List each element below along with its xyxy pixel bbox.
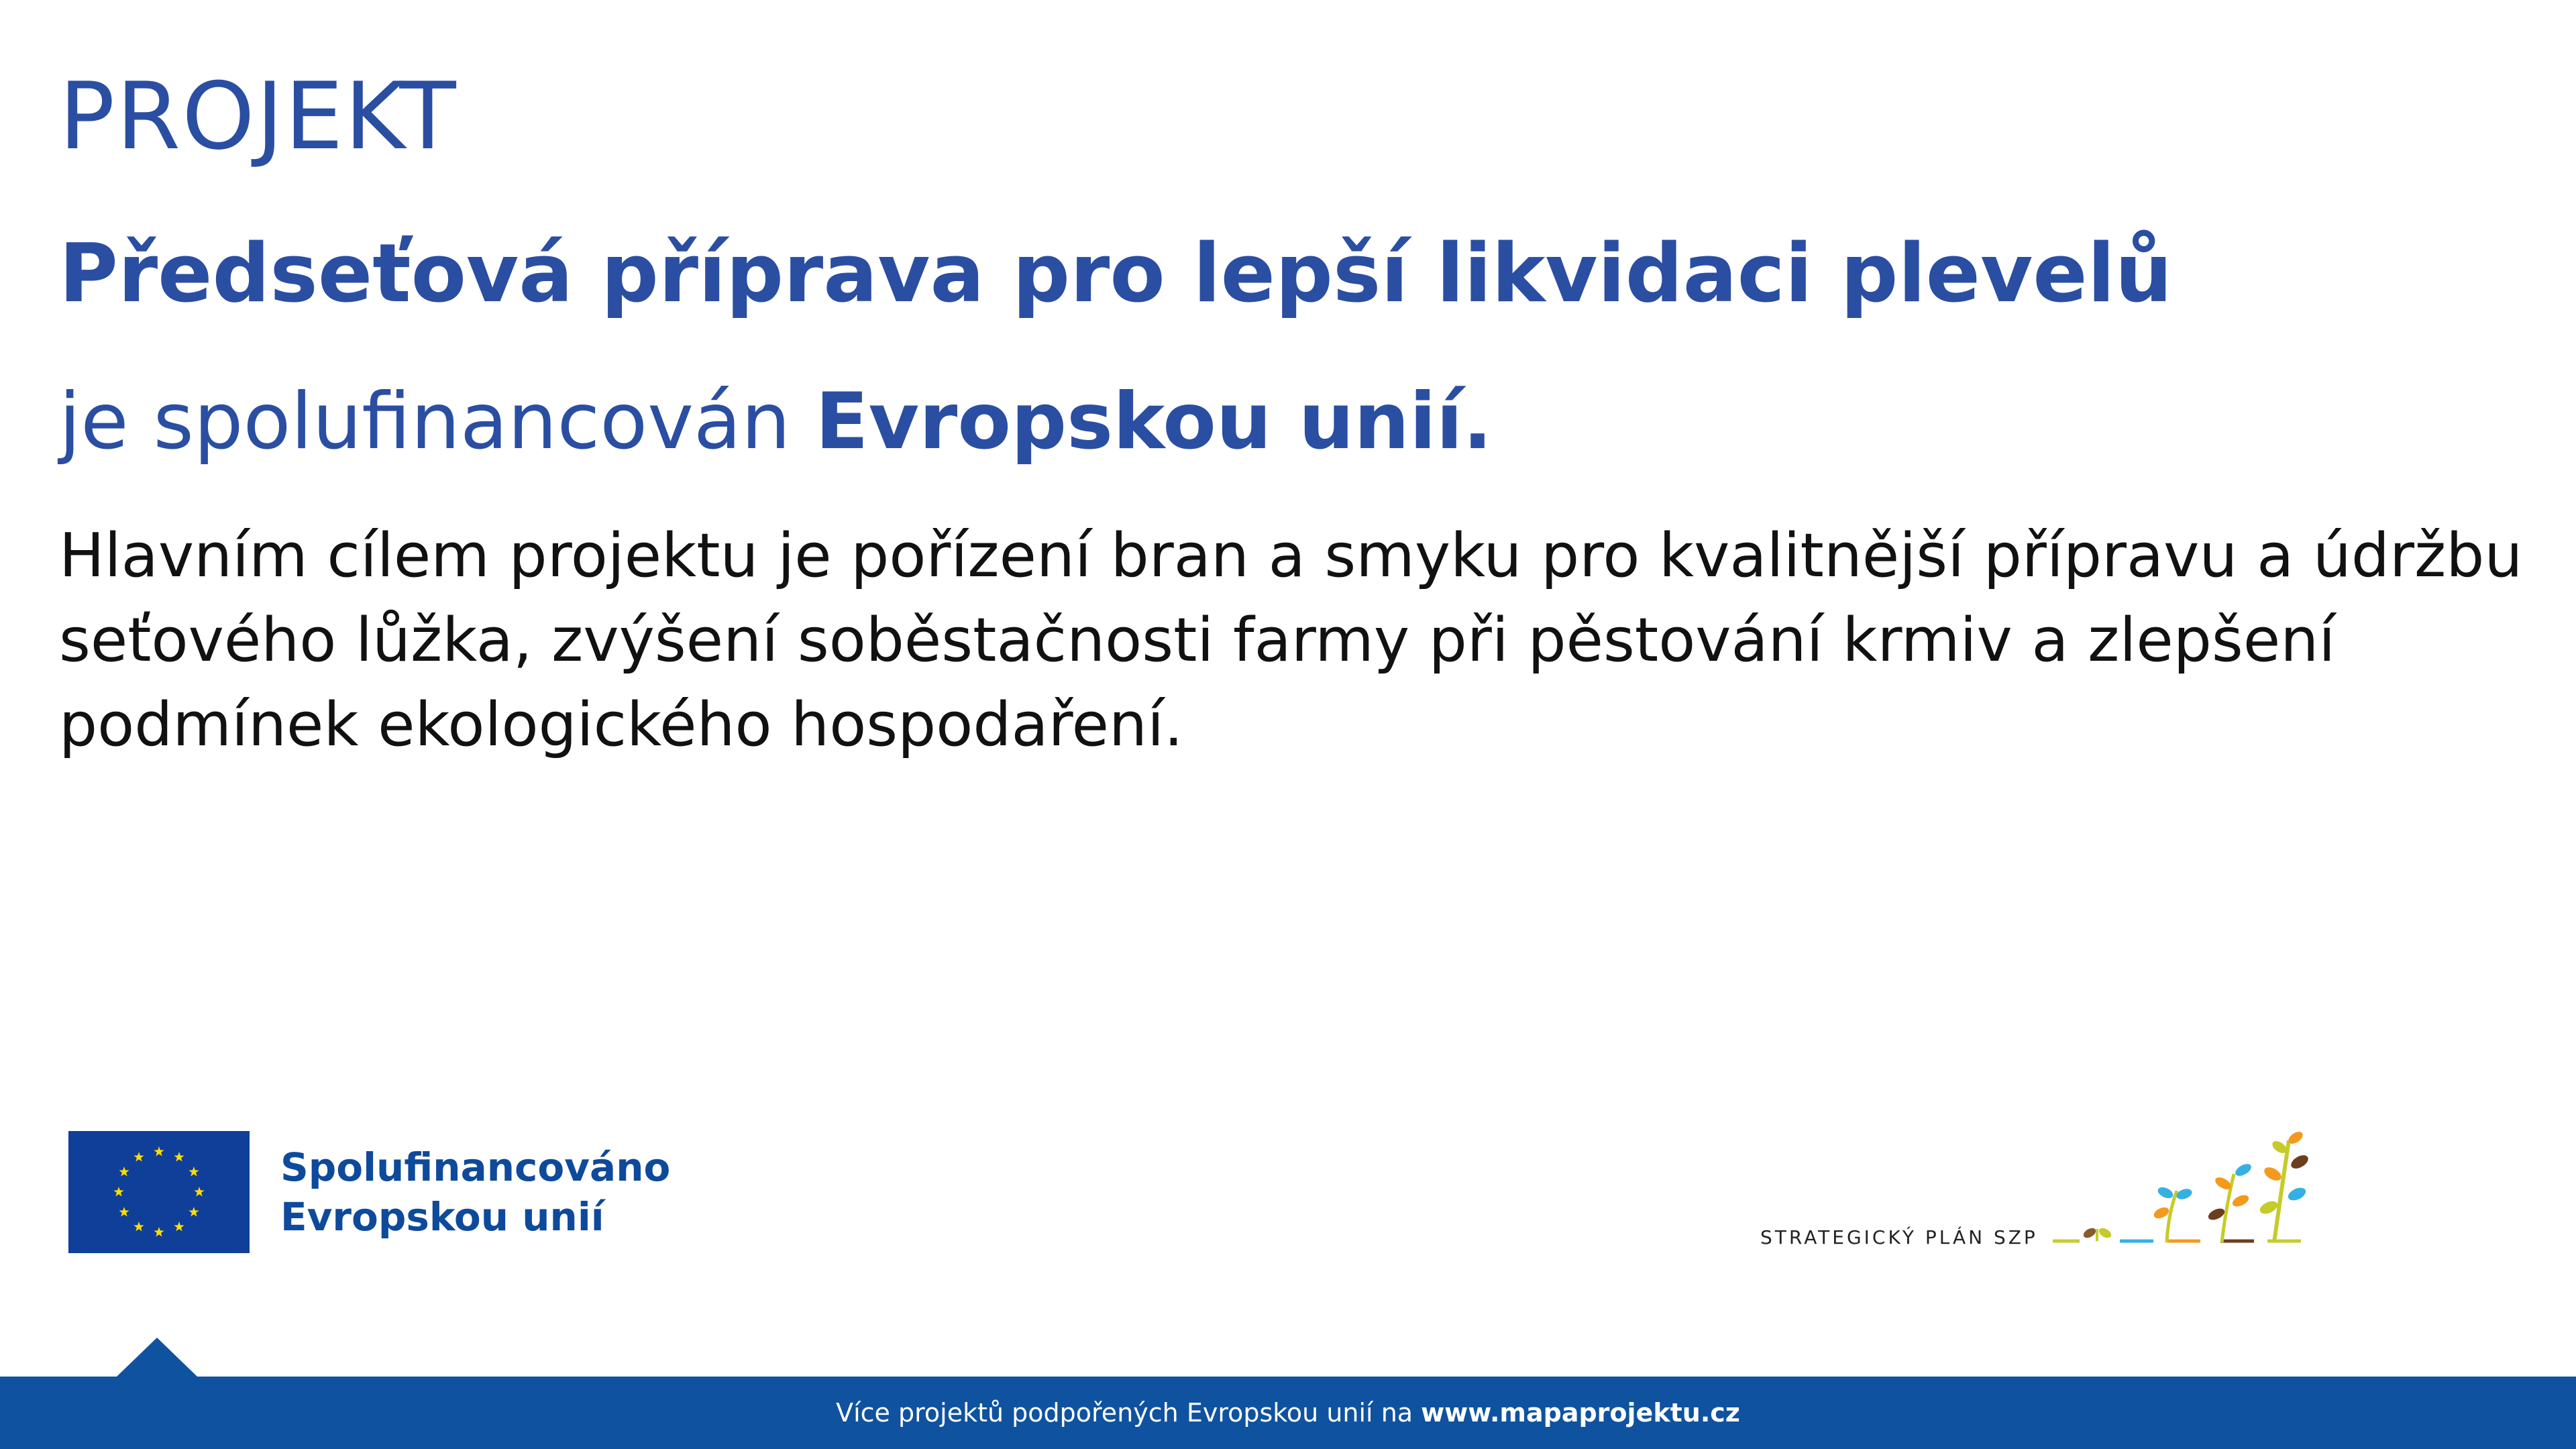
eu-star-icon [194, 1187, 204, 1196]
footer-link[interactable]: www.mapaprojektu.cz [1421, 1398, 1740, 1428]
eu-star-icon [189, 1207, 199, 1216]
footer-text: Více projektů podpořených Evropskou unií na [836, 1398, 1413, 1428]
footer-notch [117, 1338, 197, 1377]
eu-star-icon [154, 1146, 164, 1156]
eu-star-icon [174, 1222, 184, 1231]
eu-star-icon [133, 1152, 144, 1161]
eu-star-icon [174, 1152, 184, 1161]
eu-star-icon [133, 1222, 144, 1231]
cofinanced-emphasis: Evropskou unií. [815, 376, 1493, 467]
footer-bar [0, 1377, 2576, 1449]
cofinanced-line [59, 377, 1493, 466]
eu-logo-text [280, 1142, 670, 1242]
eu-logo-line2: Evropskou unií [280, 1194, 604, 1240]
project-description: Hlavním cílem projektu je pořízení bran a smyku pro kvalitnější přípravu a údržbu seťového lůžka, zvýšení soběstačnosti farmy při pěstování krmiv a zlepšení podmínek ekologického hospodaření. [59, 521, 2523, 760]
eu-star-icon [119, 1207, 129, 1216]
eu-star-icon [119, 1167, 129, 1176]
szp-logo [1758, 1127, 2348, 1261]
szp-logo-text: STRATEGICKÝ PLÁN SZP [1760, 1226, 2038, 1248]
eu-star-icon [113, 1187, 123, 1196]
eu-cofinancing-logo [68, 1131, 670, 1253]
project-label: PROJEKT [59, 62, 458, 170]
cofinanced-prefix: je spolufinancován [59, 376, 791, 467]
eu-star-icon [189, 1167, 199, 1176]
sprouting-plants-icon [2053, 1127, 2348, 1261]
eu-logo-line1: Spolufinancováno [280, 1144, 671, 1190]
eu-flag-icon [68, 1131, 250, 1253]
eu-star-icon [154, 1227, 164, 1236]
project-title: Předseťová příprava pro lepší likvidaci plevelů [59, 227, 2173, 321]
